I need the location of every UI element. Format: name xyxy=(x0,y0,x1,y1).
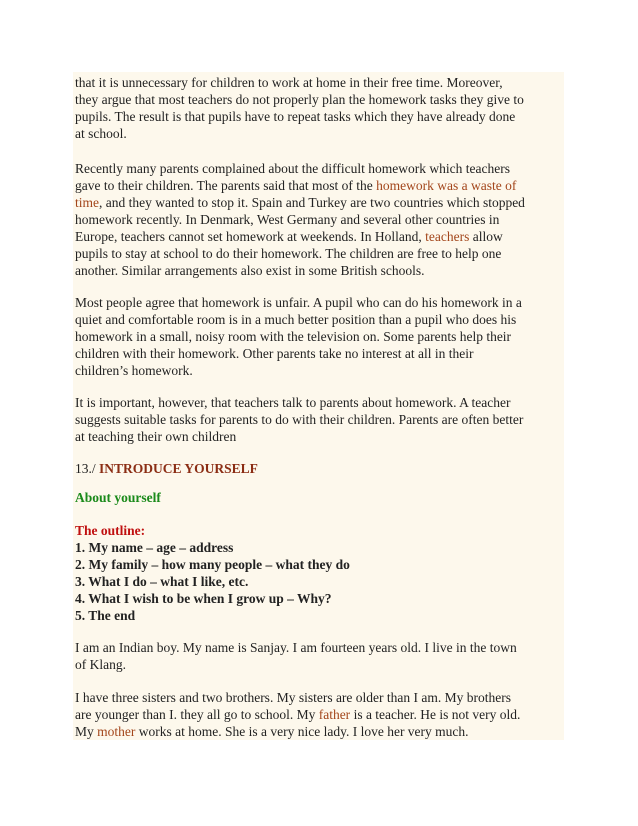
outline-item: 2. My family – how many people – what they do xyxy=(75,557,350,572)
text-segment: allow xyxy=(469,229,503,244)
text-segment: gave to their children. The parents said that most of the xyxy=(75,178,377,193)
highlighted-word: teachers xyxy=(425,229,470,244)
text-line: children’s homework. xyxy=(75,363,193,378)
text-line: Most people agree that homework is unfair. A pupil who can do his homework in a xyxy=(75,295,522,310)
paragraph-homework-intro xyxy=(75,74,563,142)
highlighted-phrase: homework was a waste of xyxy=(376,178,517,193)
highlighted-phrase: time xyxy=(75,195,99,210)
text-segment: are younger than I. they all go to school. My xyxy=(75,707,319,722)
text-line: another. Similar arrangements also exist in some British schools. xyxy=(75,263,425,278)
text-line: that it is unnecessary for children to work at home in their free time. Moreover, xyxy=(75,75,503,90)
text-line: at teaching their own children xyxy=(75,429,237,444)
text-line: I am an Indian boy. My name is Sanjay. I am fourteen years old. I live in the town xyxy=(75,640,517,655)
text-segment: My xyxy=(75,724,98,739)
section-subtitle xyxy=(75,489,563,506)
text-line: pupils to stay at school to do their homework. The children are free to help one xyxy=(75,246,502,261)
text-line: they argue that most teachers do not properly plan the homework tasks they give to xyxy=(75,92,524,107)
text-line xyxy=(75,194,563,211)
outline-label: The outline: xyxy=(75,523,146,538)
paragraph-teachers-parents xyxy=(75,394,563,445)
text-line: I have three sisters and two brothers. My sisters are older than I am. My brothers xyxy=(75,690,512,705)
section-title: INTRODUCE YOURSELF xyxy=(99,461,258,476)
highlighted-word: mother xyxy=(97,724,136,739)
outline-item: 4. What I wish to be when I grow up – Why? xyxy=(75,591,332,606)
text-line: of Klang. xyxy=(75,657,126,672)
paragraph-family xyxy=(75,689,563,740)
section-heading xyxy=(75,460,563,477)
text-segment: works at home. She is a very nice lady. I love her very much. xyxy=(135,724,469,739)
text-line: at school. xyxy=(75,126,127,141)
text-line: It is important, however, that teachers talk to parents about homework. A teacher xyxy=(75,395,511,410)
outline-block xyxy=(75,522,563,624)
paragraph-sanjay-intro xyxy=(75,639,563,673)
text-line: suggests suitable tasks for parents to do with their children. Parents are often better xyxy=(75,412,524,427)
subtitle-about-yourself: About yourself xyxy=(75,490,161,505)
text-line: quiet and comfortable room is in a much better position than a pupil who does his xyxy=(75,312,517,327)
text-segment: Europe, teachers cannot set homework at weekends. In Holland, xyxy=(75,229,426,244)
text-segment: is a teacher. He is not very old. xyxy=(350,707,521,722)
text-line: homework in a small, noisy room with the television on. Some parents help their xyxy=(75,329,512,344)
text-line: Recently many parents complained about the difficult homework which teachers xyxy=(75,161,510,176)
outline-item: 3. What I do – what I like, etc. xyxy=(75,574,249,589)
text-line: homework recently. In Denmark, West Germany and several other countries in xyxy=(75,212,500,227)
text-segment: , and they wanted to stop it. Spain and Turkey are two countries which stopped xyxy=(99,195,525,210)
text-line xyxy=(75,228,563,245)
document-page xyxy=(73,72,564,740)
section-number: 13./ xyxy=(75,461,100,476)
text-line: children with their homework. Other parents take no interest at all in their xyxy=(75,346,474,361)
paragraph-parents-complaint xyxy=(75,160,563,279)
paragraph-homework-unfair xyxy=(75,294,563,379)
highlighted-word: father xyxy=(318,707,351,722)
text-line xyxy=(75,706,563,723)
text-line xyxy=(75,177,563,194)
outline-item: 1. My name – age – address xyxy=(75,540,234,555)
section-heading-line xyxy=(75,460,563,477)
text-line xyxy=(75,723,563,740)
text-line: pupils. The result is that pupils have to repeat tasks which they have already done xyxy=(75,109,516,124)
outline-item: 5. The end xyxy=(75,608,136,623)
